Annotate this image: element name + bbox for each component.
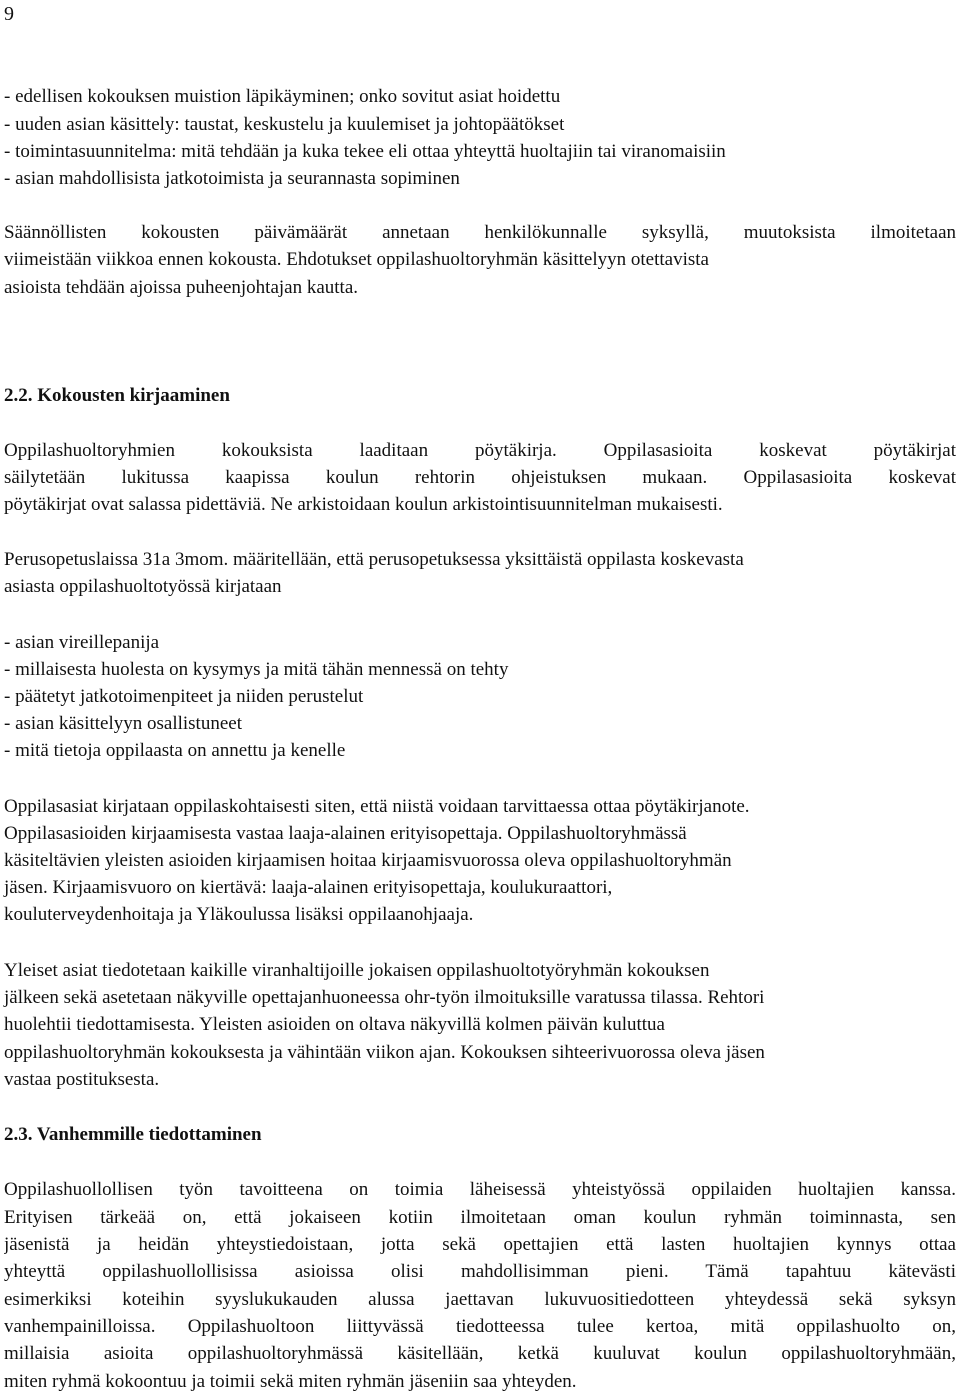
paragraph-line: Oppilasasioiden kirjaamisesta vastaa laaja-alainen erityisopettaja. Oppilashuoltoryhmässä: [4, 823, 687, 844]
paragraph-line: vastaa postituksesta.: [4, 1069, 160, 1090]
list-item: - asian vireillepanija: [4, 632, 160, 653]
list-item: - mitä tietoja oppilaasta on annettu ja kenelle: [4, 740, 346, 761]
paragraph-line: jäsen. Kirjaamisvuoro on kiertävä: laaja-alainen erityisopettaja, koulukuraattori,: [4, 877, 613, 898]
agenda-item: - toimintasuunnitelma: mitä tehdään ja kuka tekee eli ottaa yhteyttä huoltajiin tai viranomaisiin: [4, 141, 726, 162]
list-item: - asian käsittelyyn osallistuneet: [4, 713, 242, 734]
paragraph-line: viimeistään viikkoa ennen kokousta. Ehdotukset oppilashuoltoryhmän käsittelyyn otettavista: [4, 249, 709, 270]
list-item: - millaisesta huolesta on kysymys ja mitä tähän mennessä on tehty: [4, 659, 509, 680]
paragraph-line: Oppilashuollollisen työn tavoitteena on toimia läheisessä yhteistyössä oppilaiden huoltajien kanssa.: [4, 1179, 956, 1200]
paragraph-line: asiasta oppilashuoltotyössä kirjataan: [4, 576, 282, 597]
agenda-item: - asian mahdollisista jatkotoimista ja seurannasta sopiminen: [4, 168, 460, 189]
paragraph-line: oppilashuoltoryhmän kokouksesta ja vähintään viikon ajan. Kokouksen sihteerivuorossa oleva jäsen: [4, 1042, 765, 1063]
paragraph-line: Oppilashuoltoryhmien kokouksista laaditaan pöytäkirja. Oppilasasioita koskevat pöytäkirjat: [4, 440, 956, 461]
paragraph-line: vanhempainilloissa. Oppilashuoltoon liittyvässä tiedotteessa tulee kertoa, mitä oppilashuolto on,: [4, 1316, 956, 1337]
agenda-item: - edellisen kokouksen muistion läpikäyminen; onko sovitut asiat hoidettu: [4, 86, 561, 107]
paragraph-line: esimerkiksi koteihin syyslukukauden alussa jaettavan lukuvuositiedotteen yhteydessä sekä syksyn: [4, 1289, 956, 1310]
paragraph-line: Perusopetuslaissa 31a 3mom. määritellään, että perusopetuksessa yksittäistä oppilasta koskevasta: [4, 549, 744, 570]
paragraph-line: Erityisen tärkeää on, että jokaiseen kotiin ilmoitetaan oman koulun ryhmän toiminnasta, sen: [4, 1207, 956, 1228]
paragraph-line: säilytetään lukitussa kaapissa koulun rehtorin ohjeistuksen mukaan. Oppilasasioita koskevat: [4, 467, 956, 488]
paragraph-line: miten ryhmä kokoontuu ja toimii sekä miten ryhmän jäseniin saa yhteyden.: [4, 1371, 577, 1392]
section-heading: 2.2. Kokousten kirjaaminen: [4, 385, 230, 406]
paragraph-line: jäsenistä ja heidän yhteystiedoistaan, jotta sekä opettajien että lasten huoltajien kynnys ottaa: [4, 1234, 956, 1255]
agenda-item: - uuden asian käsittely: taustat, keskustelu ja kuulemiset ja johtopäätökset: [4, 114, 565, 135]
section-heading: 2.3. Vanhemmille tiedottaminen: [4, 1124, 262, 1145]
paragraph-line: pöytäkirjat ovat salassa pidettäviä. Ne arkistoidaan koulun arkistointisuunnitelman mukaisesti.: [4, 494, 723, 515]
paragraph-line: jälkeen sekä asetetaan näkyville opettajanhuoneessa ohr-työn ilmoituksille varatussa tilassa. Rehtori: [4, 987, 765, 1008]
paragraph-line: millaisia asioita oppilashuoltoryhmässä käsitellään, ketkä kuuluvat koulun oppilashuoltoryhmään,: [4, 1343, 956, 1364]
paragraph-line: yhteyttä oppilashuollollisissa asioissa olisi mahdollisimman pieni. Tämä tapahtuu kätevästi: [4, 1261, 956, 1282]
paragraph-line: Säännöllisten kokousten päivämäärät annetaan henkilökunnalle syksyllä, muutoksista ilmoitetaan: [4, 222, 956, 243]
list-item: - päätetyt jatkotoimenpiteet ja niiden perustelut: [4, 686, 364, 707]
paragraph-line: kouluterveydenhoitaja ja Yläkoulussa lisäksi oppilaanohjaaja.: [4, 904, 474, 925]
paragraph-line: käsiteltävien yleisten asioiden kirjaamisen hoitaa kirjaamisvuorossa oleva oppilashuoltoryhmän: [4, 850, 732, 871]
page-number: 9: [4, 3, 14, 25]
paragraph-line: asioista tehdään ajoissa puheenjohtajan kautta.: [4, 277, 359, 298]
paragraph-line: huolehtii tiedottamisesta. Yleisten asioiden on oltava näkyvillä kolmen päivän kuluttua: [4, 1014, 665, 1035]
paragraph-line: Yleiset asiat tiedotetaan kaikille viranhaltijoille jokaisen oppilashuoltotyöryhmän kokouksen: [4, 960, 710, 981]
paragraph-line: Oppilasasiat kirjataan oppilaskohtaisesti siten, että niistä voidaan tarvittaessa ottaa pöytäkirjanote.: [4, 796, 750, 817]
